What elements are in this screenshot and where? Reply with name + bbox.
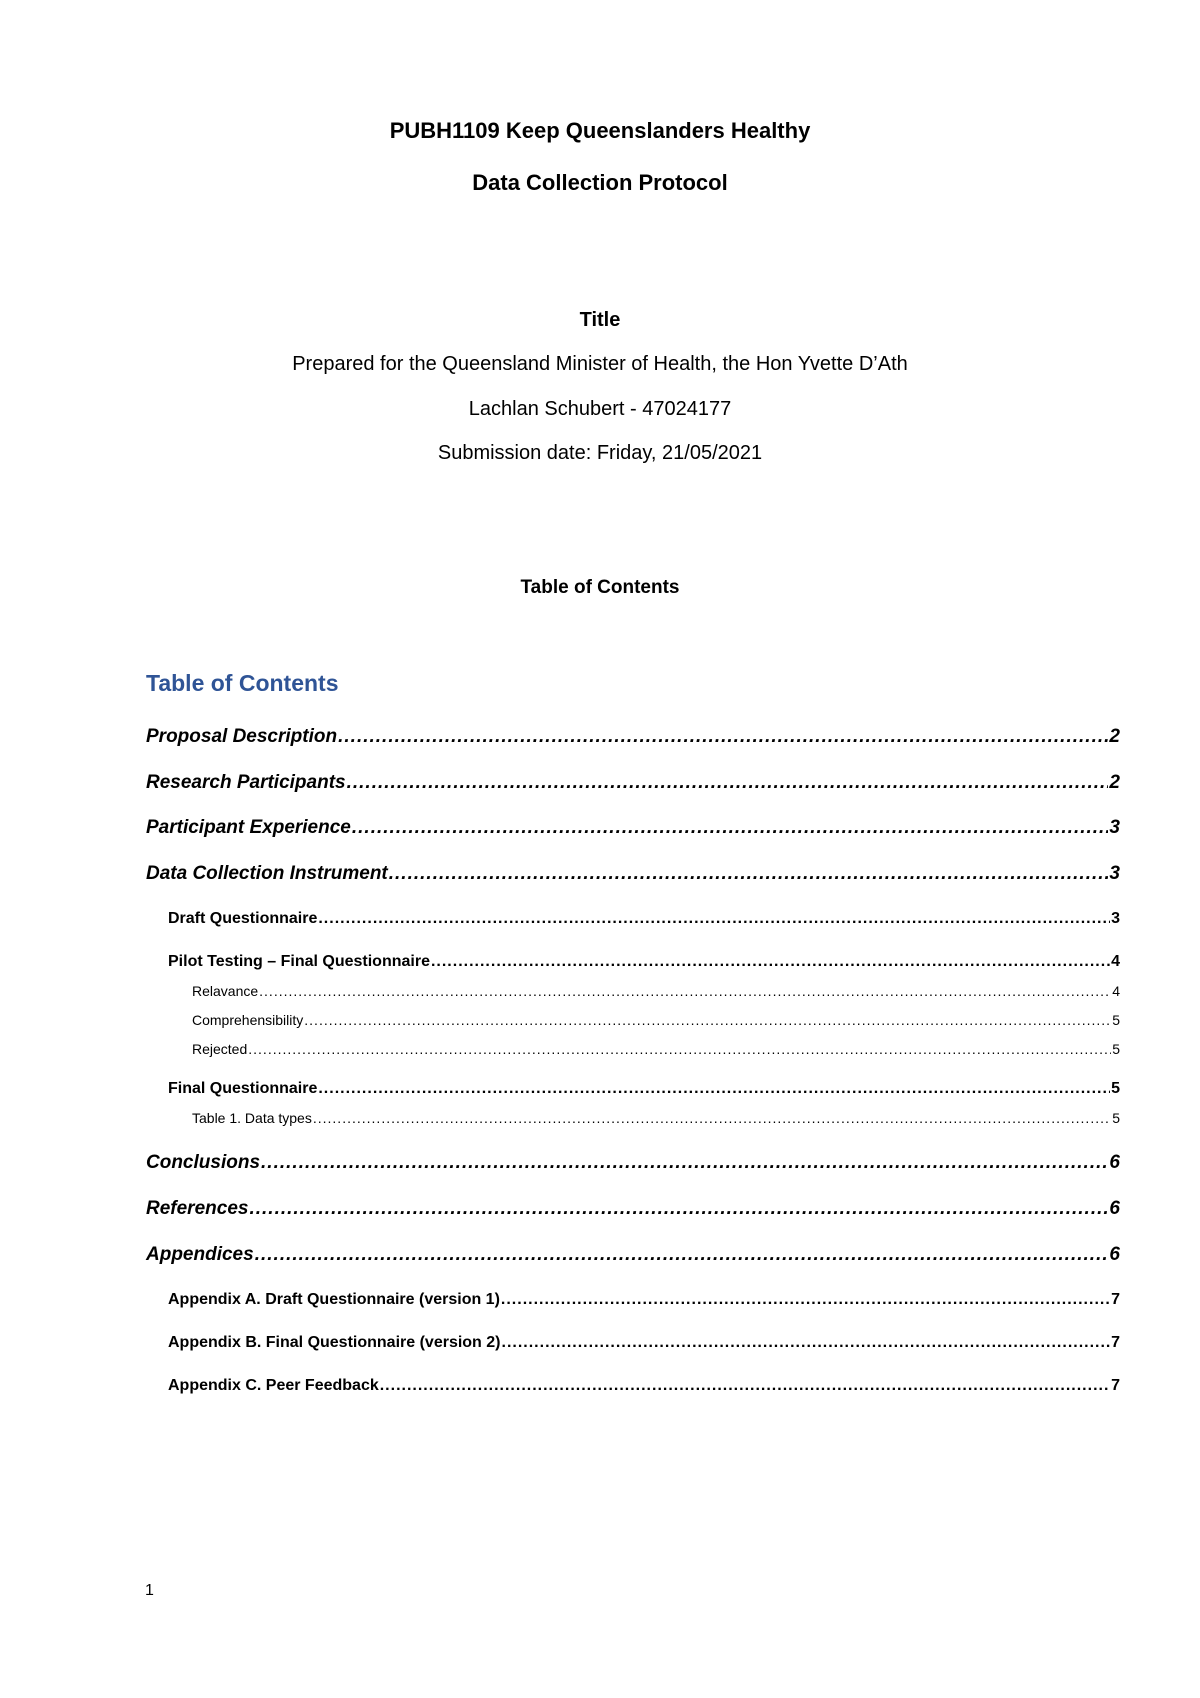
toc-leader	[261, 1152, 1108, 1174]
page-number: 1	[145, 1582, 154, 1599]
toc-entry-link[interactable]	[146, 863, 1120, 885]
toc-entry-link[interactable]	[146, 1198, 1120, 1220]
toc-entry-link[interactable]	[146, 817, 1120, 839]
toc-entry-link[interactable]	[168, 953, 1120, 971]
toc-entry-title: Draft Questionnaire	[168, 910, 318, 927]
toc-leader	[248, 1041, 1111, 1057]
toc-entry-link[interactable]	[192, 1012, 1120, 1028]
toc-entry-page: 2	[1109, 726, 1120, 747]
toc-leader	[313, 1110, 1111, 1126]
toc-entry-title: Table 1. Data types	[192, 1110, 312, 1126]
toc-entry-title: Pilot Testing – Final Questionnaire	[168, 953, 430, 970]
toc-entry-page: 3	[1109, 817, 1120, 838]
toc-heading: Table of Contents	[146, 670, 339, 696]
toc-entry-link[interactable]	[168, 1334, 1120, 1352]
protocol-title: Data Collection Protocol	[472, 170, 728, 195]
toc-entry-title: Conclusions	[146, 1152, 261, 1173]
toc-leader	[380, 1377, 1110, 1395]
course-title: PUBH1109 Keep Queenslanders Healthy	[389, 118, 811, 143]
toc-entry-page: 7	[1111, 1377, 1120, 1394]
toc-entry-title: Relavance	[192, 983, 259, 999]
toc-entry-link[interactable]	[146, 772, 1120, 794]
toc-leader	[431, 953, 1110, 971]
toc-entry-link[interactable]	[192, 1041, 1120, 1057]
toc-entry-page: 3	[1109, 863, 1120, 884]
toc-leader	[389, 863, 1109, 885]
author-line: Lachlan Schubert - 47024177	[468, 398, 732, 420]
toc-entry-link[interactable]	[146, 726, 1120, 748]
toc-entry-page: 7	[1111, 1334, 1120, 1351]
toc-entry-link[interactable]	[168, 1080, 1120, 1098]
toc-entry-page: 3	[1111, 910, 1120, 927]
toc-entry-title: Participant Experience	[146, 817, 351, 838]
toc-entry-title: References	[146, 1198, 249, 1219]
toc-entry-page: 5	[1112, 1041, 1120, 1057]
toc-entry-link[interactable]	[168, 1377, 1120, 1395]
submission-date: Submission date: Friday, 21/05/2021	[437, 442, 763, 464]
toc-entry-title: Rejected	[192, 1041, 248, 1057]
toc-entry-page: 6	[1109, 1198, 1120, 1219]
toc-entry-link[interactable]	[146, 1152, 1120, 1174]
toc-entry-title: Data Collection Instrument	[146, 863, 388, 884]
toc-entry-title: Appendices	[146, 1244, 254, 1265]
toc-entry-title: Final Questionnaire	[168, 1080, 318, 1097]
toc-entry-title: Comprehensibility	[192, 1012, 304, 1028]
toc-leader	[352, 817, 1109, 839]
toc-entry-link[interactable]	[168, 1291, 1120, 1309]
toc-leader	[347, 772, 1109, 794]
toc-entry-link[interactable]	[168, 910, 1120, 928]
toc-entry-title: Appendix B. Final Questionnaire (version 2)	[168, 1334, 501, 1351]
prepared-for: Prepared for the Queensland Minister of Health, the Hon Yvette D’Ath	[292, 353, 908, 375]
toc-leader	[304, 1012, 1111, 1028]
toc-entry-page: 6	[1109, 1152, 1120, 1173]
toc-leader	[318, 910, 1110, 928]
toc-entry-title: Appendix A. Draft Questionnaire (version 1)	[168, 1291, 500, 1308]
toc-entry-link[interactable]	[192, 983, 1120, 999]
toc-label: Table of Contents	[520, 577, 680, 598]
toc-entry-title: Proposal Description	[146, 726, 338, 747]
toc-leader	[338, 726, 1108, 748]
toc-entry-page: 6	[1109, 1244, 1120, 1265]
toc-entry-link[interactable]	[192, 1110, 1120, 1126]
toc-leader	[501, 1291, 1110, 1309]
toc-entry-title: Appendix C. Peer Feedback	[168, 1377, 379, 1394]
toc-entry-page: 2	[1109, 772, 1120, 793]
title-label: Title	[579, 309, 621, 331]
toc-entry-page: 7	[1111, 1291, 1120, 1308]
toc-leader	[502, 1334, 1111, 1352]
toc-leader	[249, 1198, 1108, 1220]
toc-entry-page: 4	[1111, 953, 1120, 970]
toc-entry-page: 5	[1112, 1012, 1120, 1028]
toc-entry-page: 5	[1111, 1080, 1120, 1097]
toc-leader	[259, 983, 1111, 999]
toc-entry-title: Research Participants	[146, 772, 346, 793]
toc-leader	[318, 1080, 1110, 1098]
toc-entry-link[interactable]	[146, 1244, 1120, 1266]
toc-entry-page: 5	[1112, 1110, 1120, 1126]
toc-leader	[255, 1244, 1109, 1266]
toc-entry-page: 4	[1112, 983, 1120, 999]
